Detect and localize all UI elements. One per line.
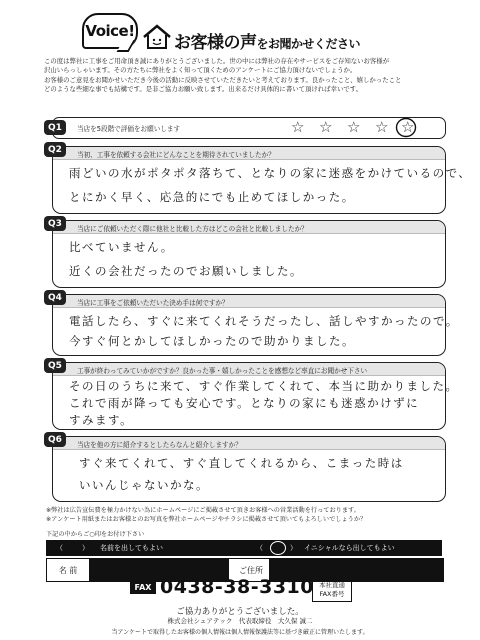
question-text: 当店にご依頼いただく際に他社と比較した方はどこの会社と比較しましたか？ bbox=[77, 225, 308, 233]
house-icon bbox=[142, 24, 172, 50]
fax-number: 0438-38-3310 bbox=[160, 576, 314, 598]
title-main: お客様の声 bbox=[174, 33, 257, 53]
answer-line: 雨どいの水がポタポタ落ちて、となりの家に迷惑をかけているので、 bbox=[69, 166, 472, 180]
privacy-text: 当アンケートで取得したお客様の個人情報は個人情報保護法等に基づき厳正に管理いたします。 bbox=[111, 629, 369, 636]
intro-line: 沢山いらっしゃいます。その方たちに弊社をよく知って頂くためのアンケートにご協力頂けないでしょうか。 bbox=[44, 66, 357, 75]
star-icon: ☆ bbox=[347, 118, 361, 136]
choose-prompt: 下記の中からご○印をお付け下さい bbox=[46, 531, 145, 538]
intro-line: この度は弊社に工事をご用命頂き誠にありがとうございました。世の中には弊社の存在やサービスをご存知ないお客様が bbox=[44, 57, 390, 65]
option-name: 名前を出してもよい bbox=[100, 544, 163, 552]
answer-line: これで雨が降っても安心です。となりの家にも迷惑かけずに bbox=[69, 396, 420, 410]
answer-line: すぐ来てくれて、すぐ直してくれるから、こまった時は bbox=[79, 456, 404, 470]
address-label: ご住所 bbox=[239, 565, 263, 575]
answer-line: 今すぐ何とかしてほしかったので助かりました。 bbox=[69, 334, 355, 348]
rating-stars bbox=[291, 118, 415, 136]
answer-line: いいんじゃないかな。 bbox=[79, 478, 209, 492]
paren-right: ） bbox=[290, 544, 297, 552]
voice-badge: Voice! bbox=[82, 13, 138, 49]
star-icon: ☆ bbox=[319, 118, 333, 136]
question-number: Q6 bbox=[44, 432, 66, 447]
fax-block bbox=[130, 576, 314, 602]
question-panel-q6 bbox=[48, 434, 446, 502]
star-icon: ☆ bbox=[291, 118, 305, 136]
title-sub: をお聞かせください bbox=[256, 37, 361, 51]
company-text: 株式会社シェアテック 代表取締役 大久保 誠二 bbox=[167, 617, 313, 625]
name-label: 名 前 bbox=[58, 565, 78, 575]
question-text: 当店を他の方に紹介するとしたらなんと紹介しますか？ bbox=[77, 441, 242, 449]
publish-options-bar bbox=[46, 540, 442, 556]
fax-side-label bbox=[312, 580, 352, 602]
answer-line: すみます。 bbox=[69, 413, 134, 427]
footer-note: ※弊社は広告宣伝費を極力かけない為にホームページにご掲載させて頂きお客様への営業活動を行っております。 bbox=[46, 507, 360, 514]
star-icon: ☆ bbox=[375, 118, 389, 136]
question-panel-q3 bbox=[48, 218, 446, 288]
answer-line: その日のうちに来て、すぐ作業してくれて、本当に助かりました。 bbox=[69, 379, 459, 393]
paren-right: ） bbox=[82, 544, 89, 552]
footer-note: ※アンケート用紙またはお客様とのお写真を弊社ホームページやチラシに掲載させて頂いてもよろしいでしょうか？ bbox=[46, 516, 367, 523]
option-initial: イニシャルなら出してもよい bbox=[304, 544, 395, 552]
answer-line: 電話したら、すぐに来てくれそうだったし、話しやすかったので。 bbox=[69, 314, 459, 328]
intro-text bbox=[44, 57, 444, 95]
fax-label: FAX bbox=[130, 580, 156, 594]
question-text: 当店に工事をご依頼いただいた決め手は何ですか？ bbox=[77, 299, 229, 307]
paren-left: （ bbox=[56, 544, 63, 552]
answer-line: 比べていません。 bbox=[69, 240, 174, 254]
question-panel-q4 bbox=[48, 292, 459, 356]
question-number: Q5 bbox=[44, 358, 66, 373]
intro-line: どのような些細な事でも結構です。是非ご協力お願い致します。出来るだけ具体的に書いて頂ければ幸いです。 bbox=[44, 85, 362, 94]
question-text: 当初、工事を依頼する会社にどんなことを期待されていましたか？ bbox=[77, 151, 275, 159]
question-panel-q1 bbox=[48, 117, 446, 139]
question-number: Q2 bbox=[44, 142, 66, 157]
question-panel-q5 bbox=[48, 360, 459, 430]
fax-side-line: 本社直通 bbox=[319, 581, 345, 589]
selection-circle-icon bbox=[395, 117, 417, 138]
fax-side-line: FAX番号 bbox=[319, 590, 345, 598]
intro-line: お客様のご意見をお聞かせいただき今後の活動に反映させていただきたいと考えております。良かったこと、嬉しかったこと bbox=[44, 75, 402, 84]
answer-line: とにかく早く、応急的にでも止めてほしかった。 bbox=[69, 190, 355, 204]
question-panel-q2 bbox=[48, 144, 472, 214]
question-number: Q1 bbox=[44, 120, 66, 135]
page-title bbox=[174, 28, 360, 53]
paren-left: （ bbox=[256, 544, 263, 552]
answer-line: 近くの会社だったのでお願いしました。 bbox=[69, 264, 303, 278]
selection-circle-icon bbox=[270, 541, 286, 555]
star-icon-selected: ☆ bbox=[401, 118, 415, 136]
question-number: Q3 bbox=[44, 216, 66, 231]
question-number: Q4 bbox=[44, 290, 66, 305]
question-text: 工事が終わってみていかがですか？良かった事・嬉しかったことを感想など率直にお聞かせ下さい bbox=[77, 367, 368, 375]
question-text: 当店を5段階で評価をお願いします bbox=[77, 125, 181, 133]
thanks-text: ご協力ありがとうございました。 bbox=[176, 607, 304, 617]
